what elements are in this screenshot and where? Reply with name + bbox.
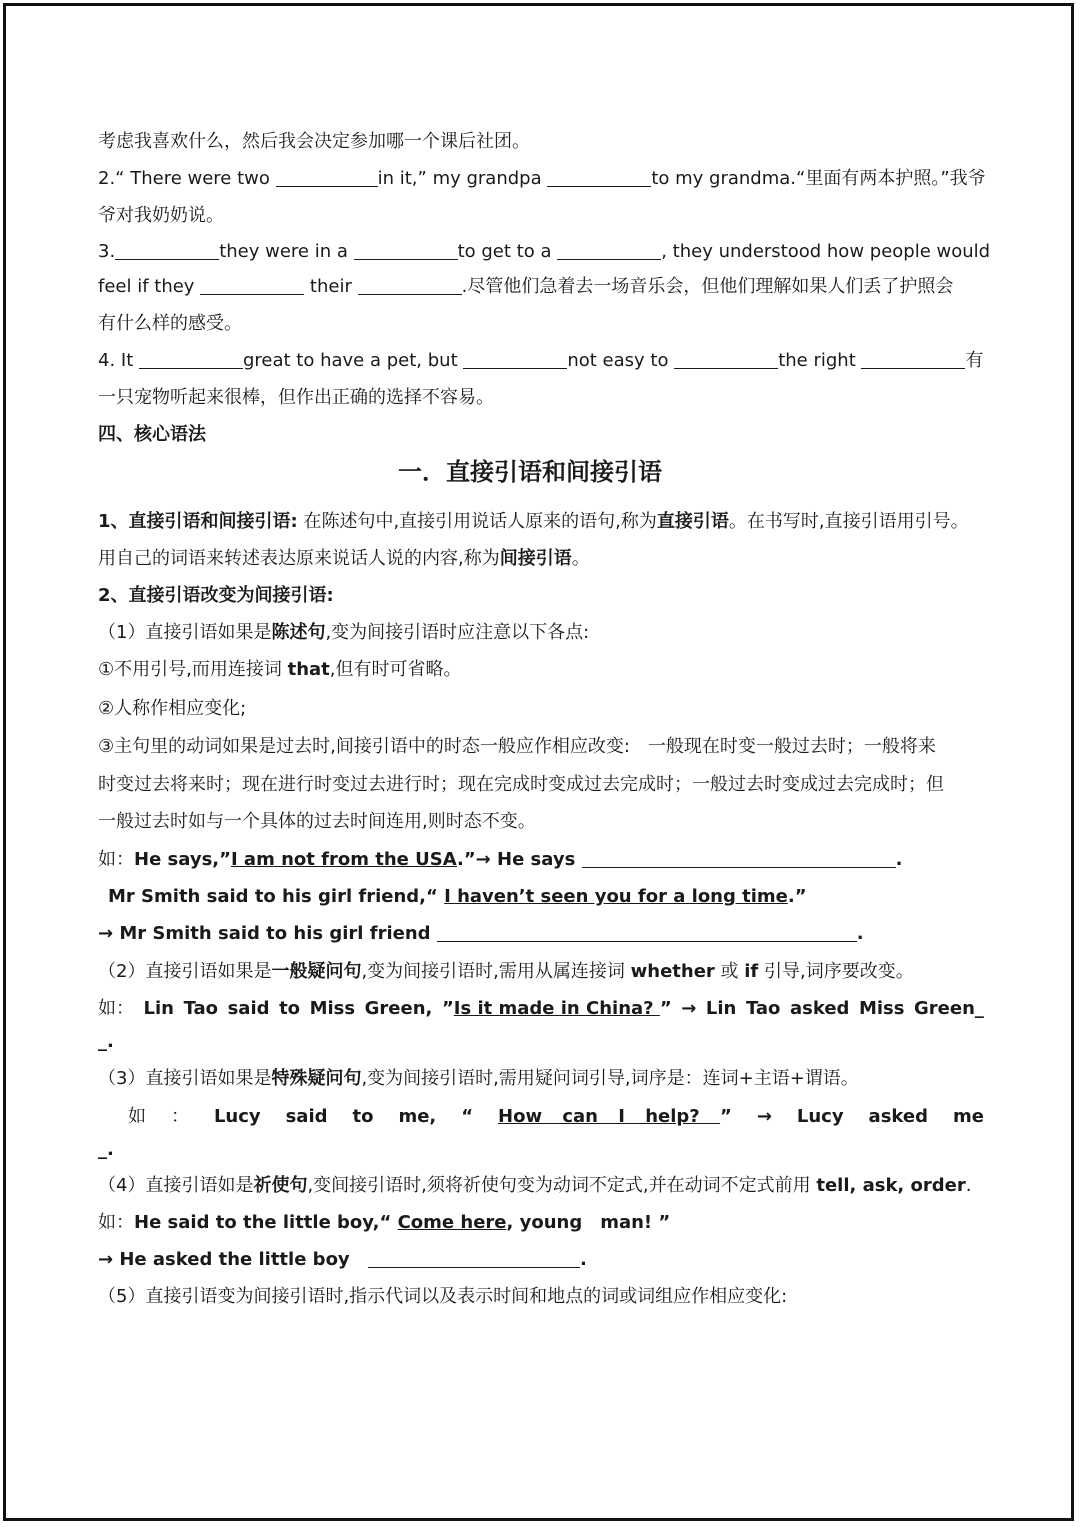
question-3: 3. they were in a to get to a , they understood how people would <box>98 241 991 262</box>
grammar-title: 一．直接引语和间接引语 <box>398 458 662 486</box>
answer-blank[interactable] <box>276 168 378 187</box>
answer-blank[interactable] <box>200 276 304 295</box>
answer-blank[interactable] <box>582 849 896 868</box>
rule-5: （5）直接引语变为间接引语时,指示代词以及表示时间和地点的词或词组应作相应变化: <box>98 1286 788 1307</box>
rule-1-point: ②人称作相应变化; <box>98 698 247 719</box>
example-cont: _. <box>98 1139 114 1160</box>
example: → He asked the little boy . <box>98 1249 587 1270</box>
example: 如 ： Lucy said to me, “ How can I help? ” → Lucy asked me <box>128 1106 984 1127</box>
question-3-cont: feel if they their .尽管他们急着去一场音乐会，但他们理解如果人们丢了护照会 <box>98 276 954 297</box>
question-4-cont: 一只宠物听起来很棒，但作出正确的选择不容易。 <box>98 387 494 408</box>
rule-1: （1）直接引语如果是陈述句,变为间接引语时应注意以下各点: <box>98 622 590 643</box>
answer-blank[interactable] <box>354 241 458 260</box>
answer-blank[interactable] <box>139 350 243 369</box>
question-2-cont: 爷对我奶奶说。 <box>98 205 224 226</box>
answer-blank[interactable] <box>368 1249 580 1268</box>
example: → Mr Smith said to his girl friend . <box>98 923 864 944</box>
question-2: 2.“ There were two in it,” my grandpa to my grandma.“里面有两本护照。”我爷 <box>98 168 986 189</box>
rule-1-point-cont: 一般过去时如与一个具体的过去时间连用,则时态不变。 <box>98 811 536 832</box>
answer-blank[interactable] <box>463 350 567 369</box>
convert-heading: 2、直接引语改变为间接引语: <box>98 585 334 606</box>
answer-blank[interactable] <box>547 168 651 187</box>
answer-blank[interactable] <box>557 241 661 260</box>
answer-blank[interactable] <box>358 276 462 295</box>
answer-blank[interactable] <box>861 350 965 369</box>
definition-cont: 用自己的词语来转述表达原来说话人说的内容,称为间接引语。 <box>98 548 590 569</box>
rule-1-point: ①不用引号,而用连接词 that,但有时可省略。 <box>98 659 462 680</box>
rule-4: （4）直接引语如是祈使句,变间接引语时,须将祈使句变为动词不定式,并在动词不定式前用 tell, ask, order. <box>98 1175 972 1196</box>
question-4: 4. It great to have a pet, but not easy to the right 有 <box>98 350 984 371</box>
rule-2: （2）直接引语如果是一般疑问句,变为间接引语时,需用从属连接词 whether 或 if 引导,词序要改变。 <box>98 961 914 982</box>
definition: 1、直接引语和间接引语: 在陈述句中,直接引用说话人原来的语句,称为直接引语。在书写时,直接引语用引号。 <box>98 511 969 532</box>
answer-blank[interactable] <box>437 923 857 942</box>
question-3-cont: 有什么样的感受。 <box>98 313 242 334</box>
rule-1-point: ③主句里的动词如果是过去时,间接引语中的时态一般应作相应改变: 一般现在时变一般过去时；一般将来 <box>98 736 936 757</box>
answer-blank[interactable] <box>674 350 778 369</box>
practice-line: 考虑我喜欢什么，然后我会决定参加哪一个课后社团。 <box>98 131 530 152</box>
example: 如：He says,”I am not from the USA.”→ He says . <box>98 849 903 870</box>
rule-3: （3）直接引语如果是特殊疑问句,变为间接引语时,需用疑问词引导,词序是：连词+主语+谓语。 <box>98 1068 859 1089</box>
example: 如：He said to the little boy,“ Come here, young man! ” <box>98 1212 671 1233</box>
example: 如： Lin Tao said to Miss Green, ”Is it made in China? ” → Lin Tao asked Miss Green_ <box>98 998 984 1019</box>
rule-1-point-cont: 时变过去将来时；现在进行时变过去进行时；现在完成时变成过去完成时；一般过去时变成过去完成时；但 <box>98 774 944 795</box>
section-heading: 四、核心语法 <box>98 424 206 445</box>
answer-blank[interactable] <box>115 241 219 260</box>
example-cont: _. <box>98 1031 114 1052</box>
example: Mr Smith said to his girl friend,“ I haven’t seen you for a long time.” <box>108 886 807 907</box>
